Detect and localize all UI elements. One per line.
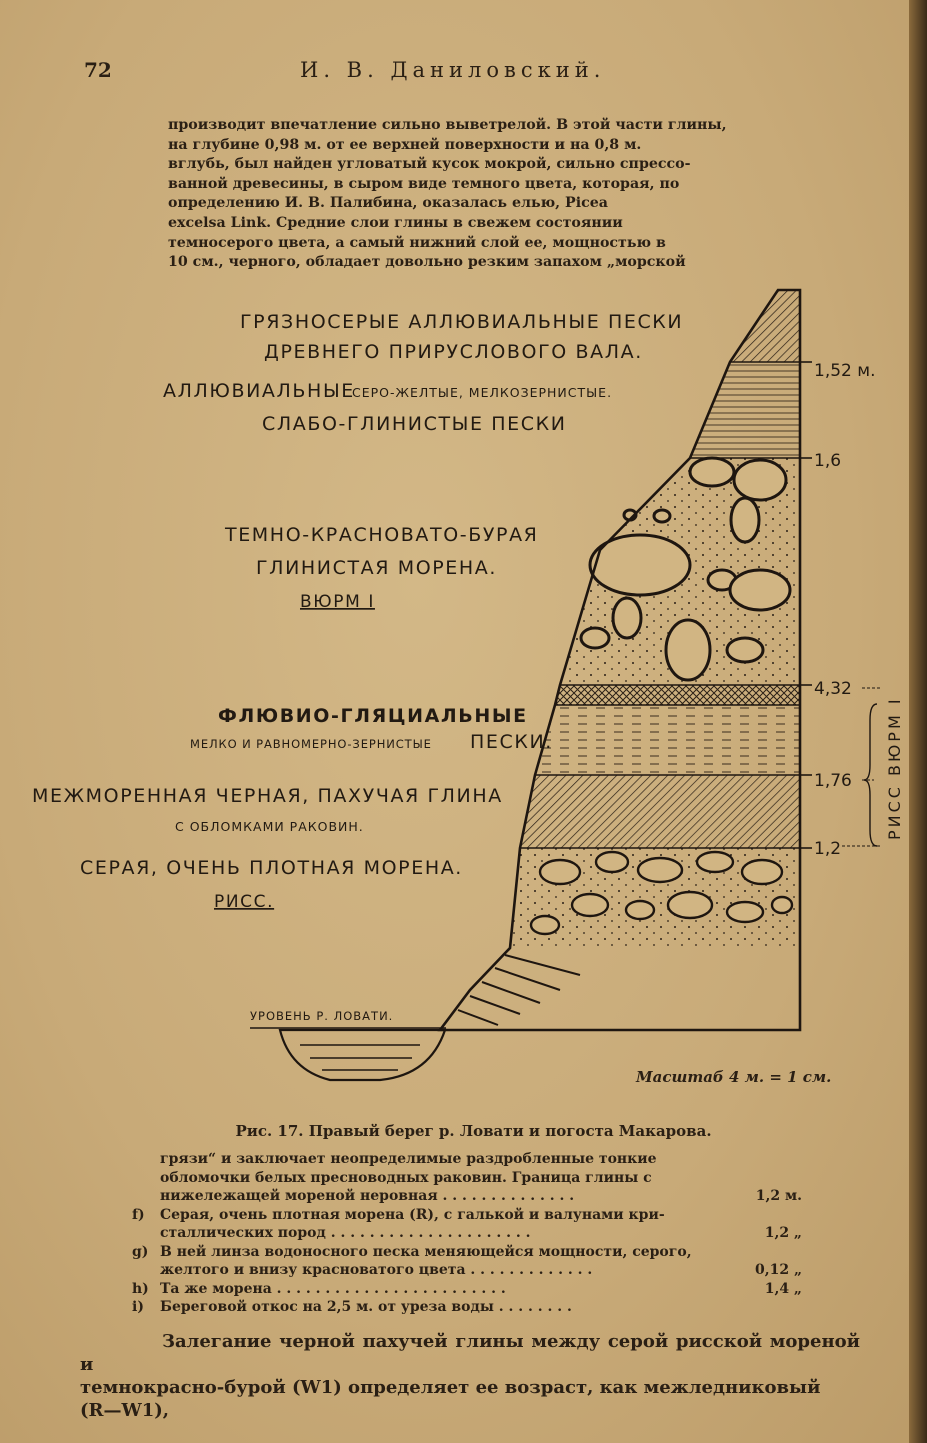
depth-label: 1,6 [814, 451, 842, 471]
stratum-lens [555, 685, 800, 705]
figure-caption: Рис. 17. Правый берег р. Ловати и погоста Макарова. [235, 1122, 712, 1140]
stratum-fluvio-sands [535, 705, 800, 775]
interval-bracket [864, 704, 877, 846]
slope-line [482, 982, 540, 1003]
label-water-level: УРОВЕНЬ Р. ЛОВАТИ. [250, 1009, 394, 1023]
label-red-moraine-2: ГЛИНИСТАЯ МОРЕНА. [256, 557, 498, 579]
boulder [727, 638, 763, 662]
depth-ticks [800, 362, 812, 848]
list-item [130, 1280, 810, 1299]
list-item-label: h) [132, 1280, 149, 1297]
text-line: Залегание черной пахучей глины между серой рисской мореной и [80, 1331, 860, 1375]
pebble [727, 902, 763, 922]
label-wurm: ВЮРМ I [300, 592, 375, 612]
boulder [731, 498, 759, 542]
list-item-value: 1,2 „ [764, 1225, 802, 1241]
boulder [666, 620, 710, 680]
water-lines [300, 1045, 420, 1070]
text-line: вглубь, был найден угловатый кусок мокрой, сильно спрессо- [168, 156, 691, 173]
slope-line [458, 1010, 498, 1025]
label-fluvio-2-small: МЕЛКО И РАВНОМЕРНО-ЗЕРНИСТЫЕ [190, 737, 432, 751]
section-list [130, 1150, 810, 1317]
text-line: excelsa Link. Средние слои глины в свежем состоянии [168, 214, 623, 231]
list-item-text: грязи“ и заключает неопределимые раздробленные тонкие обломочки белых пресноводных раковин. Граница глины с нижележащей мореной неровная . . . . . . . . . . . . . . [160, 1151, 657, 1204]
depth-label: 1,52 м. [814, 361, 876, 381]
boulder [613, 598, 641, 638]
list-item-label: f) [132, 1206, 145, 1223]
geologic-section-figure [0, 280, 927, 1110]
pebble [697, 852, 733, 872]
stratum-top-sands [730, 290, 800, 362]
boulder [690, 458, 734, 486]
pebble [531, 916, 559, 934]
list-item [130, 1206, 810, 1243]
label-gray-sands-1: ГРЯЗНОСЕРЫЕ АЛЛЮВИАЛЬНЫЕ ПЕСКИ [240, 311, 684, 333]
text-line: темносерого цвета, а самый нижний слой ее, мощностью в [168, 234, 666, 251]
top-paragraph [168, 116, 728, 273]
label-alluvial-1: АЛЛЮВИАЛЬНЫЕ [163, 380, 355, 402]
scale-note: Масштаб 4 м. = 1 см. [636, 1068, 832, 1086]
final-paragraph [80, 1330, 860, 1422]
list-item-label: g) [132, 1243, 149, 1260]
list-item [130, 1243, 810, 1280]
page-header [0, 58, 927, 90]
stratum-alluvial-sands [690, 362, 800, 458]
boulder [734, 460, 786, 500]
list-item [130, 1150, 810, 1206]
text-line: (R—W1), [80, 1400, 169, 1421]
pebble [668, 892, 712, 918]
text-line: 10 см., черного, обладает довольно резким запахом „морской [168, 254, 686, 271]
pebble [572, 894, 608, 916]
label-fluvio-1: ФЛЮВИО-ГЛЯЦИАЛЬНЫЕ [218, 705, 528, 727]
text-line: ванной древесины, в сыром виде темного цвета, которая, по [168, 175, 680, 192]
label-alluvial-2: СЛАБО-ГЛИНИСТЫЕ ПЕСКИ [262, 413, 567, 435]
label-red-moraine-1: ТЕМНО-КРАСНОВАТО-БУРАЯ [225, 524, 539, 546]
boulder [581, 628, 609, 648]
list-item-text: Та же морена . . . . . . . . . . . . . . . . . . . . . . . . [160, 1280, 506, 1297]
list-item [130, 1298, 810, 1317]
list-item-text: Береговой откос на 2,5 м. от уреза воды . . . . . . . . [160, 1299, 572, 1315]
label-riss: РИСС. [214, 892, 275, 912]
depth-leaders [842, 688, 882, 846]
boulder [654, 510, 670, 522]
list-item-value: 1,4 „ [764, 1280, 802, 1297]
pebble [742, 860, 782, 884]
slope-hatching [458, 955, 580, 1025]
pebble [638, 858, 682, 882]
depth-label: 4,32 [814, 679, 852, 699]
list-item-text: В ней линза водоносного песка меняющейся мощности, серого, желтого и внизу красноватого цвета . . . . . . . . . . . . . [160, 1243, 692, 1278]
label-alluvial-1-small: СЕРО-ЖЕЛТЫЕ, МЕЛКОЗЕРНИСТЫЕ. [352, 385, 613, 400]
text-line: на глубине 0,98 м. от ее верхней поверхности и на 0,8 м. [168, 136, 642, 153]
stratum-black-clay [520, 775, 800, 848]
list-item-value: 0,12 „ [754, 1262, 802, 1278]
running-title: И. В. Даниловский. [300, 58, 606, 82]
pebble [596, 852, 628, 872]
interval-label: РИСС ВЮРМ I [885, 696, 904, 840]
slope-line [505, 955, 580, 975]
text-line: определению И. В. Палибина, оказалась елью, Picea [168, 195, 608, 212]
text-line: производит впечатление сильно выветрелой. В этой части глины, [168, 117, 727, 133]
list-item-text: Серая, очень плотная морена (R), с галькой и валунами кри-сталлических пород . . . . . . . . . . . . . . . . . . . . . [160, 1206, 665, 1241]
pebble [772, 897, 792, 913]
pebble [626, 901, 654, 919]
slope-line [495, 968, 560, 990]
depth-label: 1,2 [814, 839, 842, 859]
label-fluvio-2: ПЕСКИ. [470, 731, 553, 753]
label-gray-moraine-1: СЕРАЯ, ОЧЕНЬ ПЛОТНАЯ МОРЕНА. [80, 857, 463, 879]
river-water [280, 1030, 445, 1080]
list-item-value: 1,2 м. [755, 1188, 802, 1204]
label-black-clay-2: С ОБЛОМКАМИ РАКОВИН. [175, 819, 364, 834]
depth-label: 1,76 [814, 771, 852, 791]
pebble [540, 860, 580, 884]
page-number: 72 [84, 58, 112, 82]
label-gray-sands-2: ДРЕВНЕГО ПРИРУСЛОВОГО ВАЛА. [264, 341, 643, 363]
list-item-label: i) [132, 1299, 144, 1315]
text-line: темнокрасно-бурой (W1) определяет ее возраст, как межледниковый [80, 1377, 821, 1398]
slope-line [470, 996, 520, 1014]
label-black-clay-1: МЕЖМОРЕННАЯ ЧЕРНАЯ, ПАХУЧАЯ ГЛИНА [32, 785, 503, 807]
boulder [730, 570, 790, 610]
